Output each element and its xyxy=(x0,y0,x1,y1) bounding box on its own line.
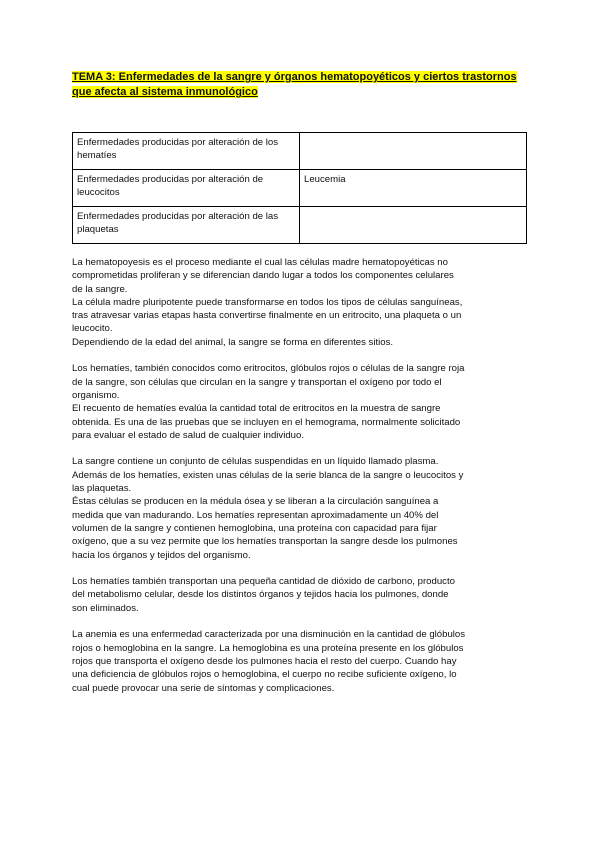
title-line-1: TEMA 3: Enfermedades de la sangre y órganos hematopoyéticos y ciertos trastornos xyxy=(72,71,517,83)
text-line: de la sangre, son células que circulan en la sangre y transportan el oxígeno por todo el xyxy=(72,376,442,388)
paragraph-hematopoyesis xyxy=(72,256,532,349)
table-cell-value: Leucemia xyxy=(300,170,527,207)
text-line: La célula madre pluripotente puede transformarse en todos los tipos de células sanguíneas, xyxy=(72,296,463,308)
paragraph-anemia xyxy=(72,628,532,694)
text-line: rojos o hemoglobina en la sangre. La hemoglobina es una proteína presente en los glóbulos xyxy=(72,642,464,654)
table-row xyxy=(73,207,527,244)
table-row xyxy=(73,170,527,207)
table-cell-label: Enfermedades producidas por alteración de leucocitos xyxy=(73,170,300,207)
text-line: leucocito. xyxy=(72,323,113,335)
paragraph-hematies xyxy=(72,362,532,442)
text-line: rojos que transporta el oxígeno desde los pulmones hacia el resto del cuerpo. Cuando hay xyxy=(72,655,457,667)
text-line: Además de los hematíes, existen unas células de la serie blanca de la sangre o leucocitos y xyxy=(72,469,464,481)
text-line: hacia los órganos y tejidos del organismo. xyxy=(72,549,251,561)
text-line: una deficiencia de glóbulos rojos o hemoglobina, el cuerpo no recibe suficiente oxígeno, lo xyxy=(72,669,457,681)
title-line-2: que afecta al sistema inmunológico xyxy=(72,86,258,98)
body-text xyxy=(72,256,532,708)
table-row xyxy=(73,133,527,170)
text-line: tras atravesar varias etapas hasta convertirse finalmente en un eritrocito, una plaqueta o un xyxy=(72,310,462,322)
text-line: del metabolismo celular, desde los distintos órganos y tejidos hacia los pulmones, donde xyxy=(72,589,449,601)
table-cell-label: Enfermedades producidas por alteración de las plaquetas xyxy=(73,207,300,244)
text-line: cual puede provocar una serie de síntomas y complicaciones. xyxy=(72,682,335,694)
text-line: son eliminados. xyxy=(72,602,139,614)
text-line: las plaquetas. xyxy=(72,483,132,495)
text-line: organismo. xyxy=(72,389,120,401)
text-line: Éstas células se producen en la médula ósea y se liberan a la circulación sanguínea a xyxy=(72,496,439,508)
text-line: La sangre contiene un conjunto de células suspendidas en un líquido llamado plasma. xyxy=(72,456,439,468)
text-line: La anemia es una enfermedad caracterizada por una disminución en la cantidad de glóbulos xyxy=(72,629,466,641)
text-line: volumen de la sangre y contienen hemoglobina, una proteína con capacidad para fijar xyxy=(72,522,437,534)
table-cell-label: Enfermedades producidas por alteración de los hematíes xyxy=(73,133,300,170)
text-line: oxígeno, que a su vez permite que los hematíes transportan la sangre desde los pulmones xyxy=(72,536,458,548)
table-cell-value xyxy=(300,133,527,170)
disease-table xyxy=(72,132,527,244)
text-line: comprometidas proliferan y se diferencian dando lugar a todos los componentes celulares xyxy=(72,270,454,282)
page-title xyxy=(72,70,532,100)
text-line: de la sangre. xyxy=(72,283,128,295)
text-line: obtenida. Es una de las pruebas que se incluyen en el hemograma, normalmente solicitado xyxy=(72,416,461,428)
paragraph-plasma xyxy=(72,455,532,561)
text-line: Dependiendo de la edad del animal, la sangre se forma en diferentes sitios. xyxy=(72,336,394,348)
text-line: El recuento de hematíes evalúa la cantidad total de eritrocitos en la muestra de sangre xyxy=(72,403,441,415)
text-line: Los hematíes también transportan una pequeña cantidad de dióxido de carbono, producto xyxy=(72,576,455,588)
table-cell-value xyxy=(300,207,527,244)
text-line: La hematopoyesis es el proceso mediante el cual las células madre hematopoyéticas no xyxy=(72,257,448,268)
paragraph-dioxido xyxy=(72,575,532,615)
text-line: Los hematíes, también conocidos como eritrocitos, glóbulos rojos o células de la sangre roja xyxy=(72,363,465,375)
text-line: medida que van madurando. Los hematíes representan aproximadamente un 40% del xyxy=(72,509,439,521)
text-line: para evaluar el estado de salud de cualquier individuo. xyxy=(72,429,305,441)
